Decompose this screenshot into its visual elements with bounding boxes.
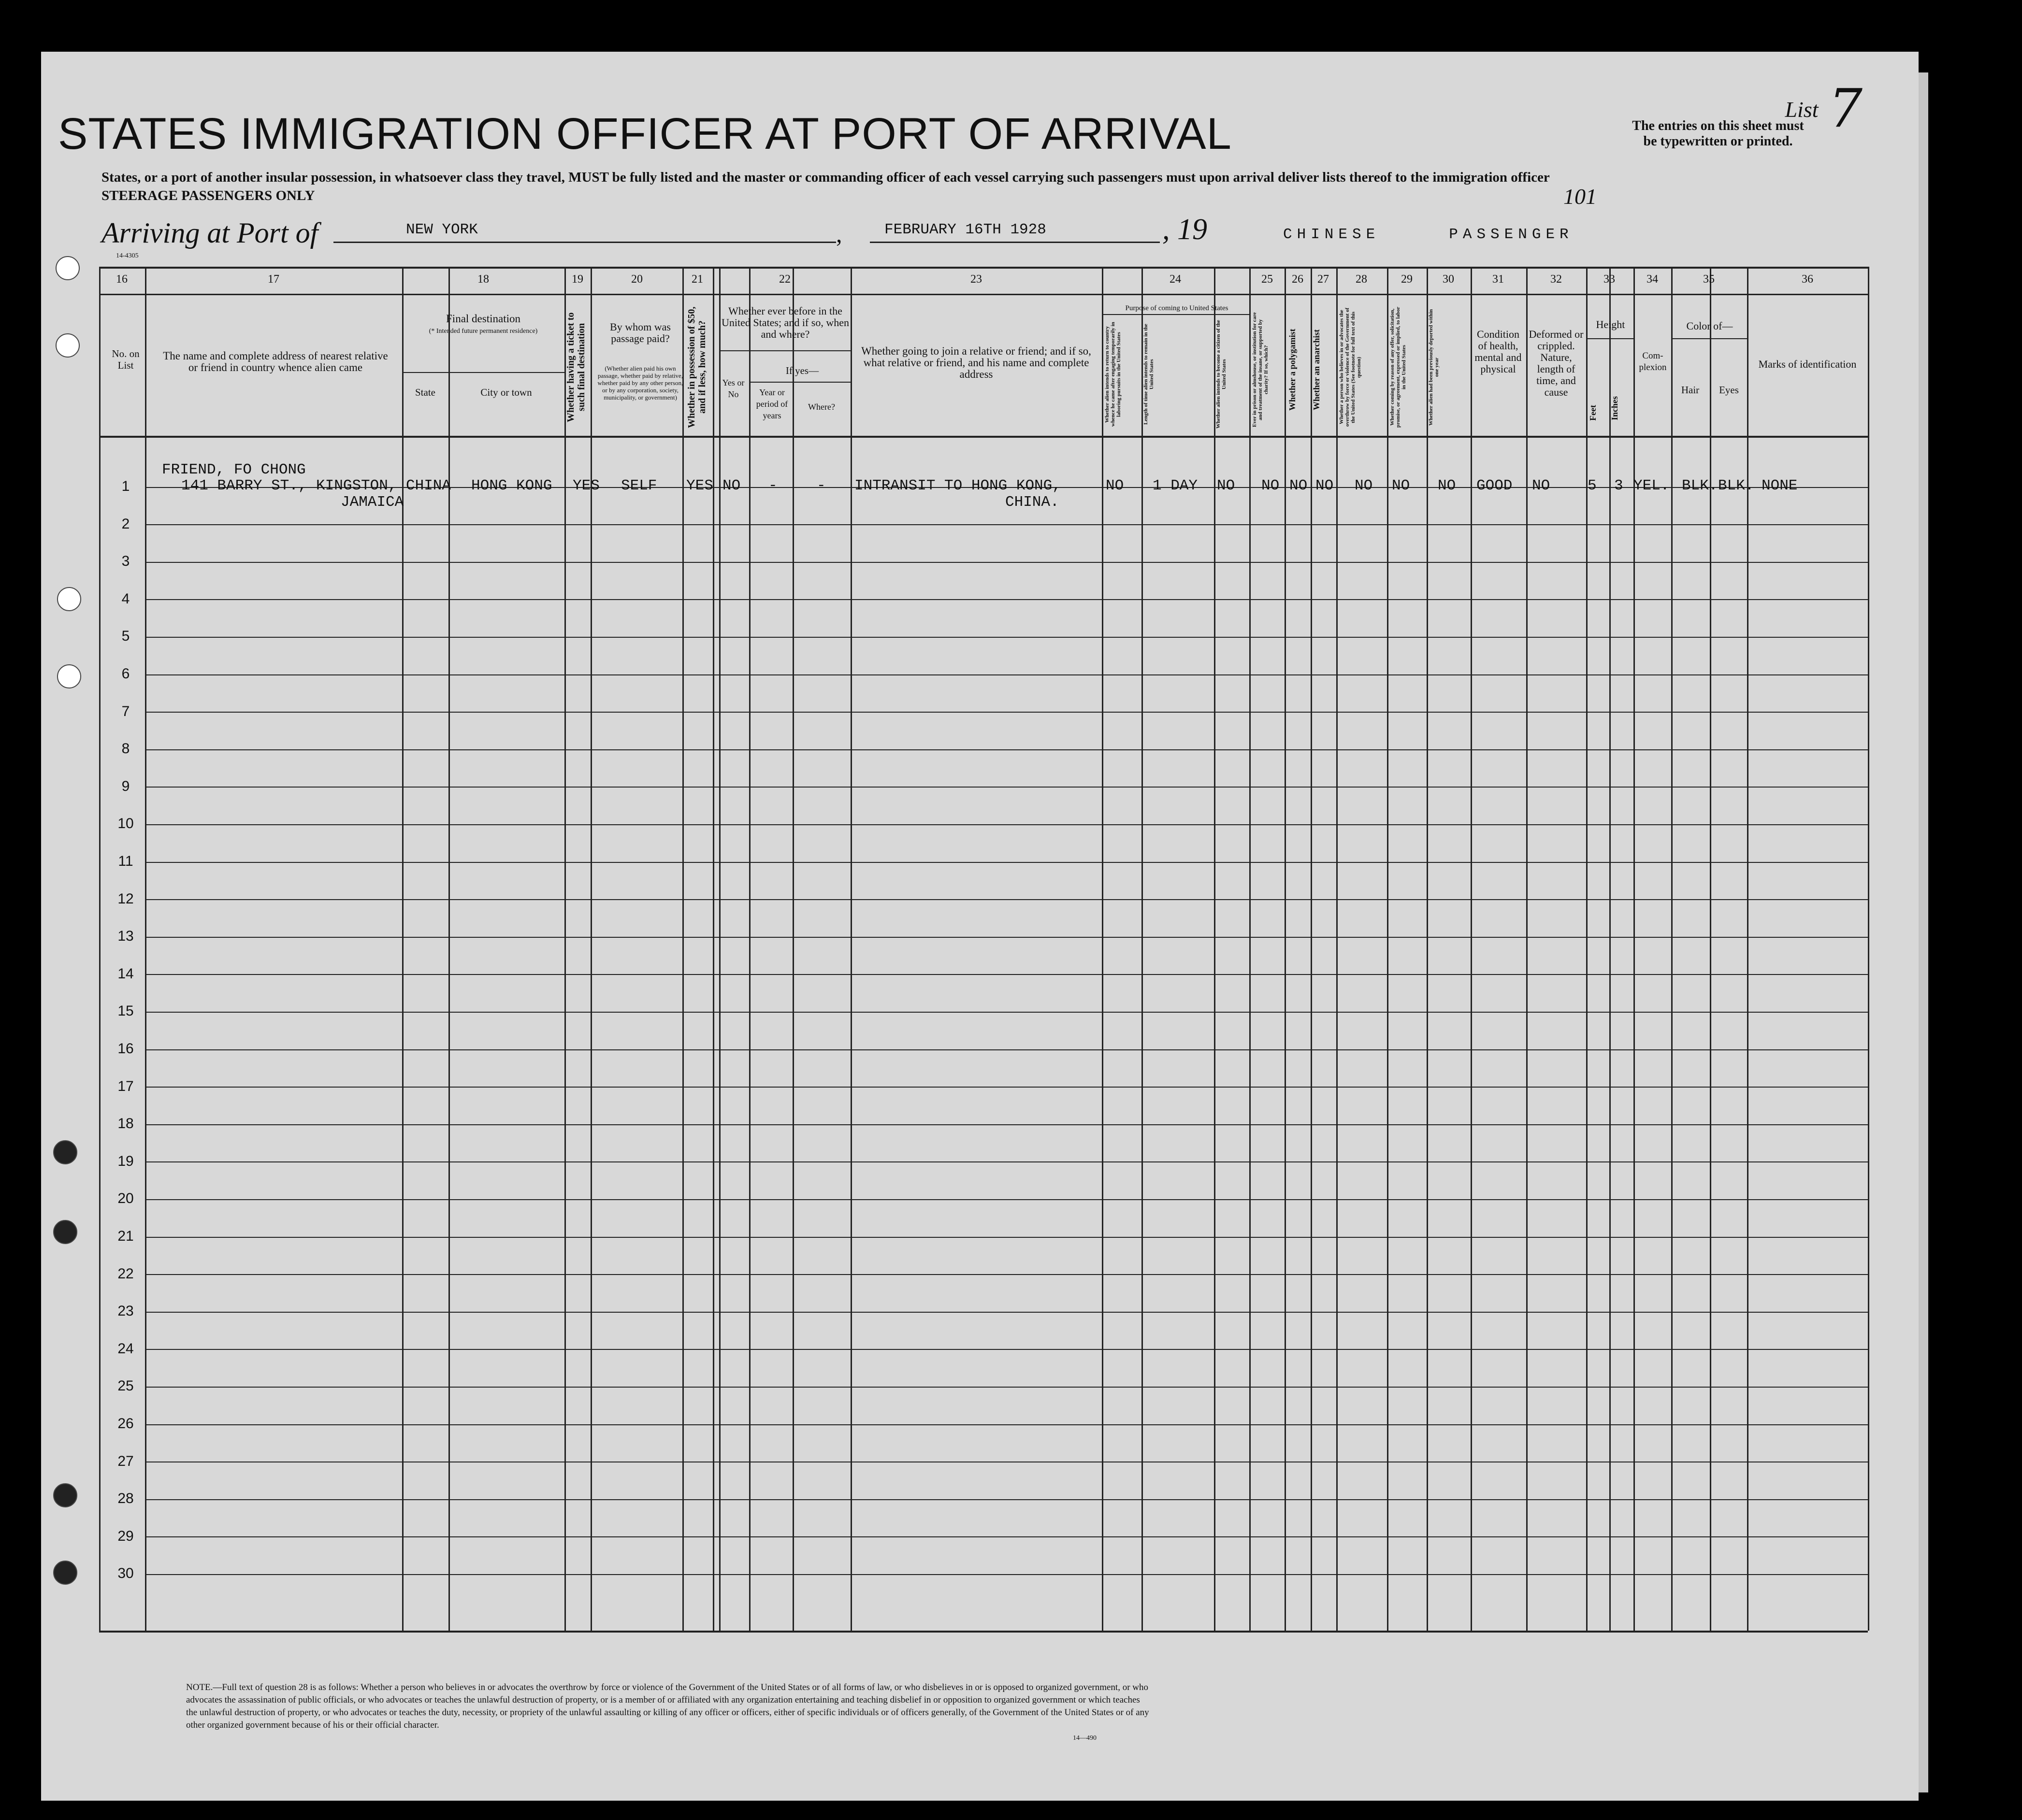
row-number: 25 [117, 1378, 134, 1394]
row-number: 9 [121, 778, 130, 794]
column-rule [1671, 267, 1673, 1631]
header-c17: The name and complete address of nearest relative or friend in country whence alien came [163, 350, 388, 373]
column-rule [1710, 267, 1711, 1631]
header-c35: Color of— [1686, 320, 1733, 332]
column-rule [1141, 267, 1143, 1631]
column-number: 18 [477, 273, 489, 286]
binder-hole [53, 1483, 77, 1507]
row-number: 16 [117, 1041, 134, 1057]
header-c35-hair: Hair [1681, 384, 1700, 396]
intro-text [101, 168, 1600, 205]
column-number: 25 [1261, 273, 1273, 286]
header-number-rule [99, 294, 1868, 295]
header-bottom-rule [99, 436, 1868, 438]
header-c23: Whether going to join a relative or friend; and if so, what relative or friend, and his name and complete address [861, 345, 1091, 380]
header-c16: No. on List [112, 348, 140, 371]
form-code: 14-4305 [116, 252, 139, 259]
column-rule [1747, 267, 1748, 1631]
date-value: FEBRUARY 16TH 1928 [884, 221, 1046, 238]
header-c24b: Length of time alien intends to remain in the United States [1143, 324, 1155, 425]
binder-hole [53, 1561, 77, 1585]
header-c18-sub: (* Intended future permanent residence) [429, 328, 538, 335]
entry-state: CHINA [406, 477, 451, 494]
entry-q28: NO [1355, 477, 1373, 494]
column-rule [1633, 267, 1635, 1631]
column-rule [145, 267, 146, 1631]
header-c22: Whether ever before in the United States; and if so, when and where? [722, 305, 849, 340]
row-number: 28 [117, 1490, 134, 1506]
row-number: 1 [121, 478, 130, 494]
entry-health: GOOD [1476, 477, 1513, 494]
table-top-rule [99, 267, 1868, 269]
column-rule [1586, 267, 1588, 1631]
entry-ticket: YES [573, 477, 600, 494]
column-number: 33 [1603, 273, 1615, 286]
column-rule [1387, 267, 1388, 1631]
year-label: , 19 [1162, 213, 1207, 246]
header-c21: Whether in possession of $50, and if less, how much? [686, 306, 708, 428]
row-number: 20 [117, 1190, 134, 1206]
intro-line-2: STEERAGE PASSENGERS ONLY [101, 188, 315, 203]
column-number: 29 [1401, 273, 1413, 286]
column-rule [1285, 267, 1286, 1631]
header-c22-year: Year or period of years [756, 387, 788, 420]
header-c33-inches: Inches [1610, 396, 1619, 421]
column-rule [793, 267, 794, 1631]
column-rule [851, 267, 852, 1631]
entry-feet: 5 [1588, 477, 1597, 494]
header-c34: Com-plexion [1639, 351, 1667, 373]
manifest-sheet [41, 52, 1919, 1801]
row-number: 30 [117, 1565, 134, 1581]
row-number: 29 [117, 1528, 134, 1544]
column-number: 30 [1443, 273, 1454, 286]
entry-relative-country: JAMAICA [341, 494, 404, 511]
entry-complexion: YEL. [1633, 477, 1670, 494]
footnote-code: 14—490 [1073, 1734, 1097, 1742]
header-c28: Whether a person who believes in or advocates the overthrow by force or violence of the Government of the United States (See footnote for full text of this question) [1339, 307, 1362, 427]
port-underline [333, 242, 836, 243]
header-c22-where: Where? [808, 402, 835, 412]
entry-money: YES [686, 477, 713, 494]
column-rule [713, 267, 714, 1631]
header-c33: Height [1596, 318, 1625, 330]
binder-hole [56, 333, 80, 358]
column-rule [682, 267, 684, 1631]
column-number: 35 [1703, 273, 1715, 286]
header-c24: Purpose of coming to United States [1125, 304, 1228, 312]
entries-note: The entries on this sheet must be typewritten or printed. [1632, 118, 1804, 149]
sheet-number: 101 [1563, 184, 1597, 209]
column-number: 28 [1356, 273, 1367, 286]
row-number: 17 [117, 1078, 134, 1094]
row-number: 21 [117, 1228, 134, 1244]
list-number: 7 [1829, 77, 1863, 139]
column-rule [448, 267, 450, 1631]
column-number: 21 [692, 273, 703, 286]
header-c22-ifyes: If yes— [785, 365, 819, 376]
header-c24a: Whether alien intends to return to country whence he came after engaging temporarily in laboring pursuits in the United States [1104, 322, 1122, 427]
row-number: 10 [117, 816, 134, 831]
header-c24c: Whether alien intends to become a citizen of the United States [1215, 320, 1227, 429]
port-value: NEW YORK [406, 221, 478, 238]
header-c18-city: City or town [480, 387, 532, 398]
entry-before-where: - [817, 477, 826, 494]
header-c18: Final destination [446, 313, 520, 325]
column-number: 36 [1802, 273, 1813, 286]
table-bottom-rule [99, 1631, 1868, 1633]
row-number: 23 [117, 1303, 134, 1319]
column-rule [1609, 267, 1611, 1631]
entry-paid-by: SELF [621, 477, 657, 494]
row-number: 7 [121, 703, 130, 719]
column-number: 34 [1646, 273, 1658, 286]
column-rule [99, 267, 101, 1631]
column-rule [564, 267, 566, 1631]
binder-hole [57, 587, 81, 611]
row-number: 27 [117, 1453, 134, 1469]
binder-hole [56, 256, 80, 280]
entry-return-temp: NO [1106, 477, 1124, 494]
column-rule [402, 267, 404, 1631]
row-number: 2 [121, 516, 130, 532]
row-number: 8 [121, 741, 130, 757]
entry-joining-line1: INTRANSIT TO HONG KONG, [854, 477, 1061, 494]
column-rule [1311, 267, 1312, 1631]
row-number: 19 [117, 1153, 134, 1169]
entry-before-year: - [768, 477, 778, 494]
entry-inches: 3 [1614, 477, 1623, 494]
column-rule [1102, 267, 1103, 1631]
header-c29: Whether coming by reason of any offer, solicitation, promise, or agreement, expressed or implied, to labor in the United States [1389, 306, 1407, 428]
entry-anarchist: NO [1315, 477, 1334, 494]
entry-citizen: NO [1217, 477, 1235, 494]
row-number: 26 [117, 1416, 134, 1432]
header-c25: Ever in prison or almshouse, or institution for care and treatment of the insane, or supported by charity? If so, which? [1252, 312, 1269, 427]
header-c26: Whether a polygamist [1287, 329, 1297, 411]
row-number: 3 [121, 553, 130, 569]
header-c27: Whether an anarchist [1312, 329, 1321, 410]
row-number: 22 [117, 1266, 134, 1282]
row-number: 5 [121, 628, 130, 644]
entry-hair: BLK. [1682, 477, 1718, 494]
list-label-text: List [1785, 97, 1819, 122]
header-c30: Whether alien had been previously deported within one year [1428, 309, 1440, 426]
header-c33-feet: Feet [1588, 405, 1598, 421]
row-number: 4 [121, 591, 130, 607]
header-c20-sub: (Whether alien paid his own passage, whether paid by relative, whether paid by any other person, or by any corporation, society, municipality, or government) [597, 365, 683, 401]
arriving-label: Arriving at Port of [101, 217, 318, 249]
subheader-rule [1671, 338, 1747, 339]
entry-city: HONG KONG [471, 477, 552, 494]
entry-deformed: NO [1532, 477, 1550, 494]
row-number: 13 [117, 928, 134, 944]
row-number: 14 [117, 966, 134, 982]
column-number: 17 [268, 273, 279, 286]
column-number: 32 [1550, 273, 1562, 286]
entry-eyes: BLK. [1718, 477, 1754, 494]
page-title: STATES IMMIGRATION OFFICER AT PORT OF ARRIVAL [58, 109, 1232, 158]
subheader-rule [719, 350, 851, 351]
header-c22-yesno: Yes or No [722, 378, 745, 399]
header-c18-state: State [415, 387, 435, 398]
entry-relative-name: FRIEND, FO CHONG [162, 461, 306, 478]
header-c31: Condition of health, mental and physical [1474, 328, 1522, 375]
entry-length-stay: 1 DAY [1153, 477, 1198, 494]
date-underline [870, 242, 1160, 243]
subheader-rule [402, 372, 564, 373]
column-rule [749, 267, 751, 1631]
column-rule [1336, 267, 1338, 1631]
class-note: CHINESE PASSENGER [1283, 226, 1574, 243]
intro-line-1: States, or a port of another insular possession, in whatsoever class they travel, MUST be fully listed and the master or commanding officer of each vessel carrying such passengers must upon arrival deliver lists thereof to the immigration officer [101, 170, 1550, 185]
entry-joining-line2: CHINA. [1005, 494, 1059, 511]
entry-polygamist: NO [1289, 477, 1308, 494]
column-rule [1471, 267, 1472, 1631]
entry-prison: NO [1261, 477, 1280, 494]
comma-1: , [836, 220, 842, 247]
column-rule [1868, 267, 1869, 1631]
binder-hole [53, 1220, 77, 1244]
column-number: 20 [631, 273, 643, 286]
column-rule [719, 267, 721, 1631]
column-rule [1249, 267, 1251, 1631]
column-number: 22 [779, 273, 791, 286]
column-number: 27 [1317, 273, 1329, 286]
entry-before-yesno: NO [722, 477, 741, 494]
binder-hole [57, 664, 81, 688]
column-number: 24 [1170, 273, 1181, 286]
binder-hole [53, 1140, 77, 1164]
column-rule [591, 267, 592, 1631]
column-number: 26 [1292, 273, 1303, 286]
column-rule [1214, 267, 1215, 1631]
footnote: NOTE.—Full text of question 28 is as follows: Whether a person who believes in or advocates the overthrow by force or violence of the Government of the United States or of all forms of law, or who disbelieves in or is opposed to organized government, or who advocates the assassination of public officials, or who advocates or teaches the unlawful destruction of property, or is a member of or affiliated with any organization entertaining and teaching disbelief in or opposition to organized government or which teaches the unlawful destruction of property, or who advocates or teaches the duty, necessity, or propriety of the unlawful assaulting or killing of any officer or officers, either of specific individuals or of officers generally, of the Government of the United States or of any other organized government because of his or their official character. [186, 1682, 1149, 1730]
header-c35-eyes: Eyes [1719, 384, 1739, 396]
row-number: 15 [117, 1003, 134, 1019]
subheader-rule [749, 382, 851, 383]
row-number: 18 [117, 1116, 134, 1132]
header-c20: By whom was passage paid? [610, 321, 671, 344]
entry-q29: NO [1392, 477, 1410, 494]
column-number: 16 [116, 273, 128, 286]
column-rule [1526, 267, 1528, 1631]
entry-marks: NONE [1762, 477, 1798, 494]
header-c36: Marks of identification [1758, 358, 1857, 370]
column-rule [1427, 267, 1428, 1631]
header-c32: Deformed or crippled. Nature, length of time, and cause [1529, 328, 1584, 398]
row-number: 24 [117, 1341, 134, 1357]
column-number: 23 [970, 273, 982, 286]
column-number: 31 [1492, 273, 1504, 286]
entry-relative-address: 141 BARRY ST., KINGSTON, [181, 477, 397, 494]
year-label-text: 19 [1177, 213, 1207, 246]
entry-deported: NO [1438, 477, 1456, 494]
row-number: 12 [117, 891, 134, 907]
header-c19: Whether having a ticket to such final destination [565, 312, 587, 422]
subheader-rule [1102, 314, 1249, 315]
subheader-rule [1586, 338, 1633, 339]
column-number: 19 [572, 273, 583, 286]
row-number: 11 [118, 853, 133, 869]
row-number: 6 [121, 666, 130, 682]
